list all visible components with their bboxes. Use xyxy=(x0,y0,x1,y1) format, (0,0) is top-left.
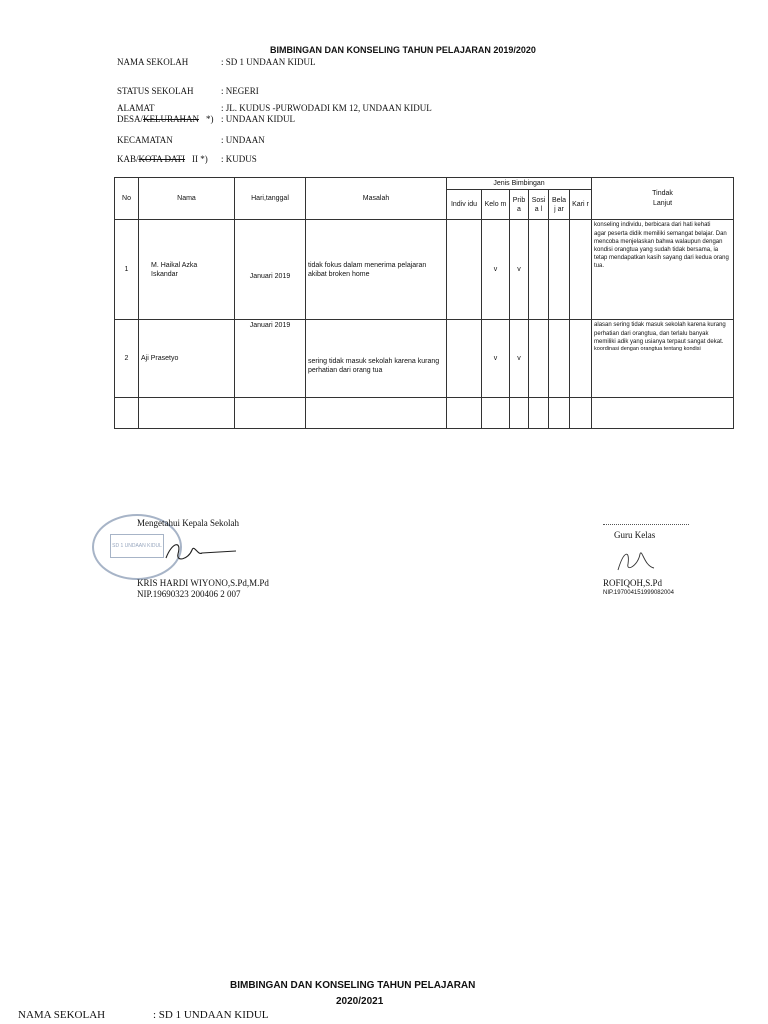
row-nama: Aji Prasetyo xyxy=(139,320,235,398)
row-tindak-lanjut xyxy=(592,320,734,398)
row-tindak-line-1: alasan sering tidak masuk sekolah karena kurang perhatian dari orangtua, dan terlalu banyak memiliki adik yang usianya terpaut sangat dekat. xyxy=(594,322,726,345)
header-hari-tanggal: Hari,tanggal xyxy=(235,178,306,220)
label-kab xyxy=(117,154,185,164)
row-nama-line-1: M. Haikal Azka xyxy=(151,261,198,269)
header-individu: Indiv idu xyxy=(447,190,482,220)
label-kecamatan: KECAMATAN xyxy=(117,135,173,145)
table-row xyxy=(115,320,734,398)
value-nama-sekolah: : SD 1 UNDAAN KIDUL xyxy=(221,57,316,67)
label-kab-b: KOTA DATI xyxy=(138,154,186,164)
document-2-title-line-1: BIMBINGAN DAN KONSELING TAHUN PELAJARAN xyxy=(230,980,476,991)
header-kelompok: Kelo m xyxy=(482,190,510,220)
value-kab: : KUDUS xyxy=(221,154,257,164)
row-masalah: sering tidak masuk sekolah karena kurang perhatian dari orang tua xyxy=(306,320,447,398)
row-individu xyxy=(447,320,482,398)
value-alamat: : JL. KUDUS -PURWODADI KM 12, UNDAAN KIDUL xyxy=(221,103,432,113)
row-sosial xyxy=(529,220,549,320)
row-tindak-lanjut xyxy=(592,220,734,320)
teacher-signature xyxy=(614,546,658,574)
row-sosial xyxy=(529,320,549,398)
document-2-value-nama-sekolah: : SD 1 UNDAAN KIDUL xyxy=(153,1009,269,1021)
label-desa-b: KELURAHAN xyxy=(143,114,200,124)
header-belajar: Bela j ar xyxy=(549,190,570,220)
row-belajar xyxy=(549,320,570,398)
value-kecamatan: : UNDAAN xyxy=(221,135,265,145)
label-alamat: ALAMAT xyxy=(117,103,155,113)
label-desa xyxy=(117,114,199,124)
teacher-title: Guru Kelas xyxy=(614,530,656,540)
row-tanggal: Januari 2019 xyxy=(235,220,306,320)
row-belajar xyxy=(549,220,570,320)
headmaster-title: Mengetahui Kepala Sekolah xyxy=(137,518,239,528)
row-tindak-line-2: agar peserta didik memiliki semangat belajar. Dan mencoba menjelaskan bahwa walaupun dengan kondisi orangtua yang sudah tidak bersama, ia tetap mendapatkan kasih sayang dari kedua orang tua. xyxy=(594,230,729,269)
row-kelompok: v xyxy=(482,220,510,320)
headmaster-nip: NIP.19690323 200406 2 007 xyxy=(137,589,241,599)
row-karir xyxy=(570,220,592,320)
row-nama xyxy=(139,220,235,320)
row-no: 2 xyxy=(115,320,139,398)
header-jenis-bimbingan: Jenis Bimbingan xyxy=(447,178,592,190)
row-tindak-line-1: konseling individu, berbicara dari hati kehati xyxy=(594,222,711,229)
header-karir: Kari r xyxy=(570,190,592,220)
table-row xyxy=(115,220,734,320)
headmaster-signature xyxy=(158,536,240,566)
document-2-label-nama-sekolah: NAMA SEKOLAH xyxy=(18,1009,106,1021)
row-karir xyxy=(570,320,592,398)
header-pribadi: Prib a xyxy=(510,190,529,220)
row-nama-line-2: Iskandar xyxy=(151,270,178,278)
row-tanggal: Januari 2019 xyxy=(235,320,306,398)
header-nama: Nama xyxy=(139,178,235,220)
value-desa: : UNDAAN KIDUL xyxy=(221,114,295,124)
value-status-sekolah: : NEGERI xyxy=(221,86,259,96)
label-kab-a: KAB/ xyxy=(117,154,139,164)
label-status-sekolah: STATUS SEKOLAH xyxy=(117,86,194,96)
header-masalah: Masalah xyxy=(306,178,447,220)
header-tindak-lanjut xyxy=(592,178,734,220)
row-pribadi: v xyxy=(510,220,529,320)
document-2-title-line-2: 2020/2021 xyxy=(336,996,384,1007)
label-desa-a: DESA/ xyxy=(117,114,144,124)
header-tindak: Tindak xyxy=(652,190,673,198)
header-no: No xyxy=(115,178,139,220)
row-individu xyxy=(447,220,482,320)
label-nama-sekolah: NAMA SEKOLAH xyxy=(117,57,189,67)
headmaster-name: KRIS HARDI WIYONO,S.Pd,M.Pd xyxy=(137,578,269,588)
teacher-name: ROFIQOH,S.Pd xyxy=(603,578,663,588)
table-row-empty xyxy=(115,398,734,429)
row-pribadi: v xyxy=(510,320,529,398)
row-no: 1 xyxy=(115,220,139,320)
stamp-text: SD 1 UNDAAN KIDUL xyxy=(110,534,164,558)
teacher-nip: NIP.197004151999082004 xyxy=(603,590,674,596)
bimbingan-table xyxy=(114,177,734,429)
header-sosial: Sosi a l xyxy=(529,190,549,220)
row-kelompok: v xyxy=(482,320,510,398)
row-tindak-line-2: koordinasi dengan orangtua tentang kondisi xyxy=(594,345,701,352)
label-desa-note: *) xyxy=(206,114,214,124)
row-masalah: tidak fokus dalam menerima pelajaran akibat broken home xyxy=(306,220,447,320)
label-kab-note: II *) xyxy=(192,154,208,164)
signature-dotted-line xyxy=(603,524,689,525)
document-title: BIMBINGAN DAN KONSELING TAHUN PELAJARAN 2019/2020 xyxy=(270,45,536,55)
header-lanjut: Lanjut xyxy=(652,199,673,207)
